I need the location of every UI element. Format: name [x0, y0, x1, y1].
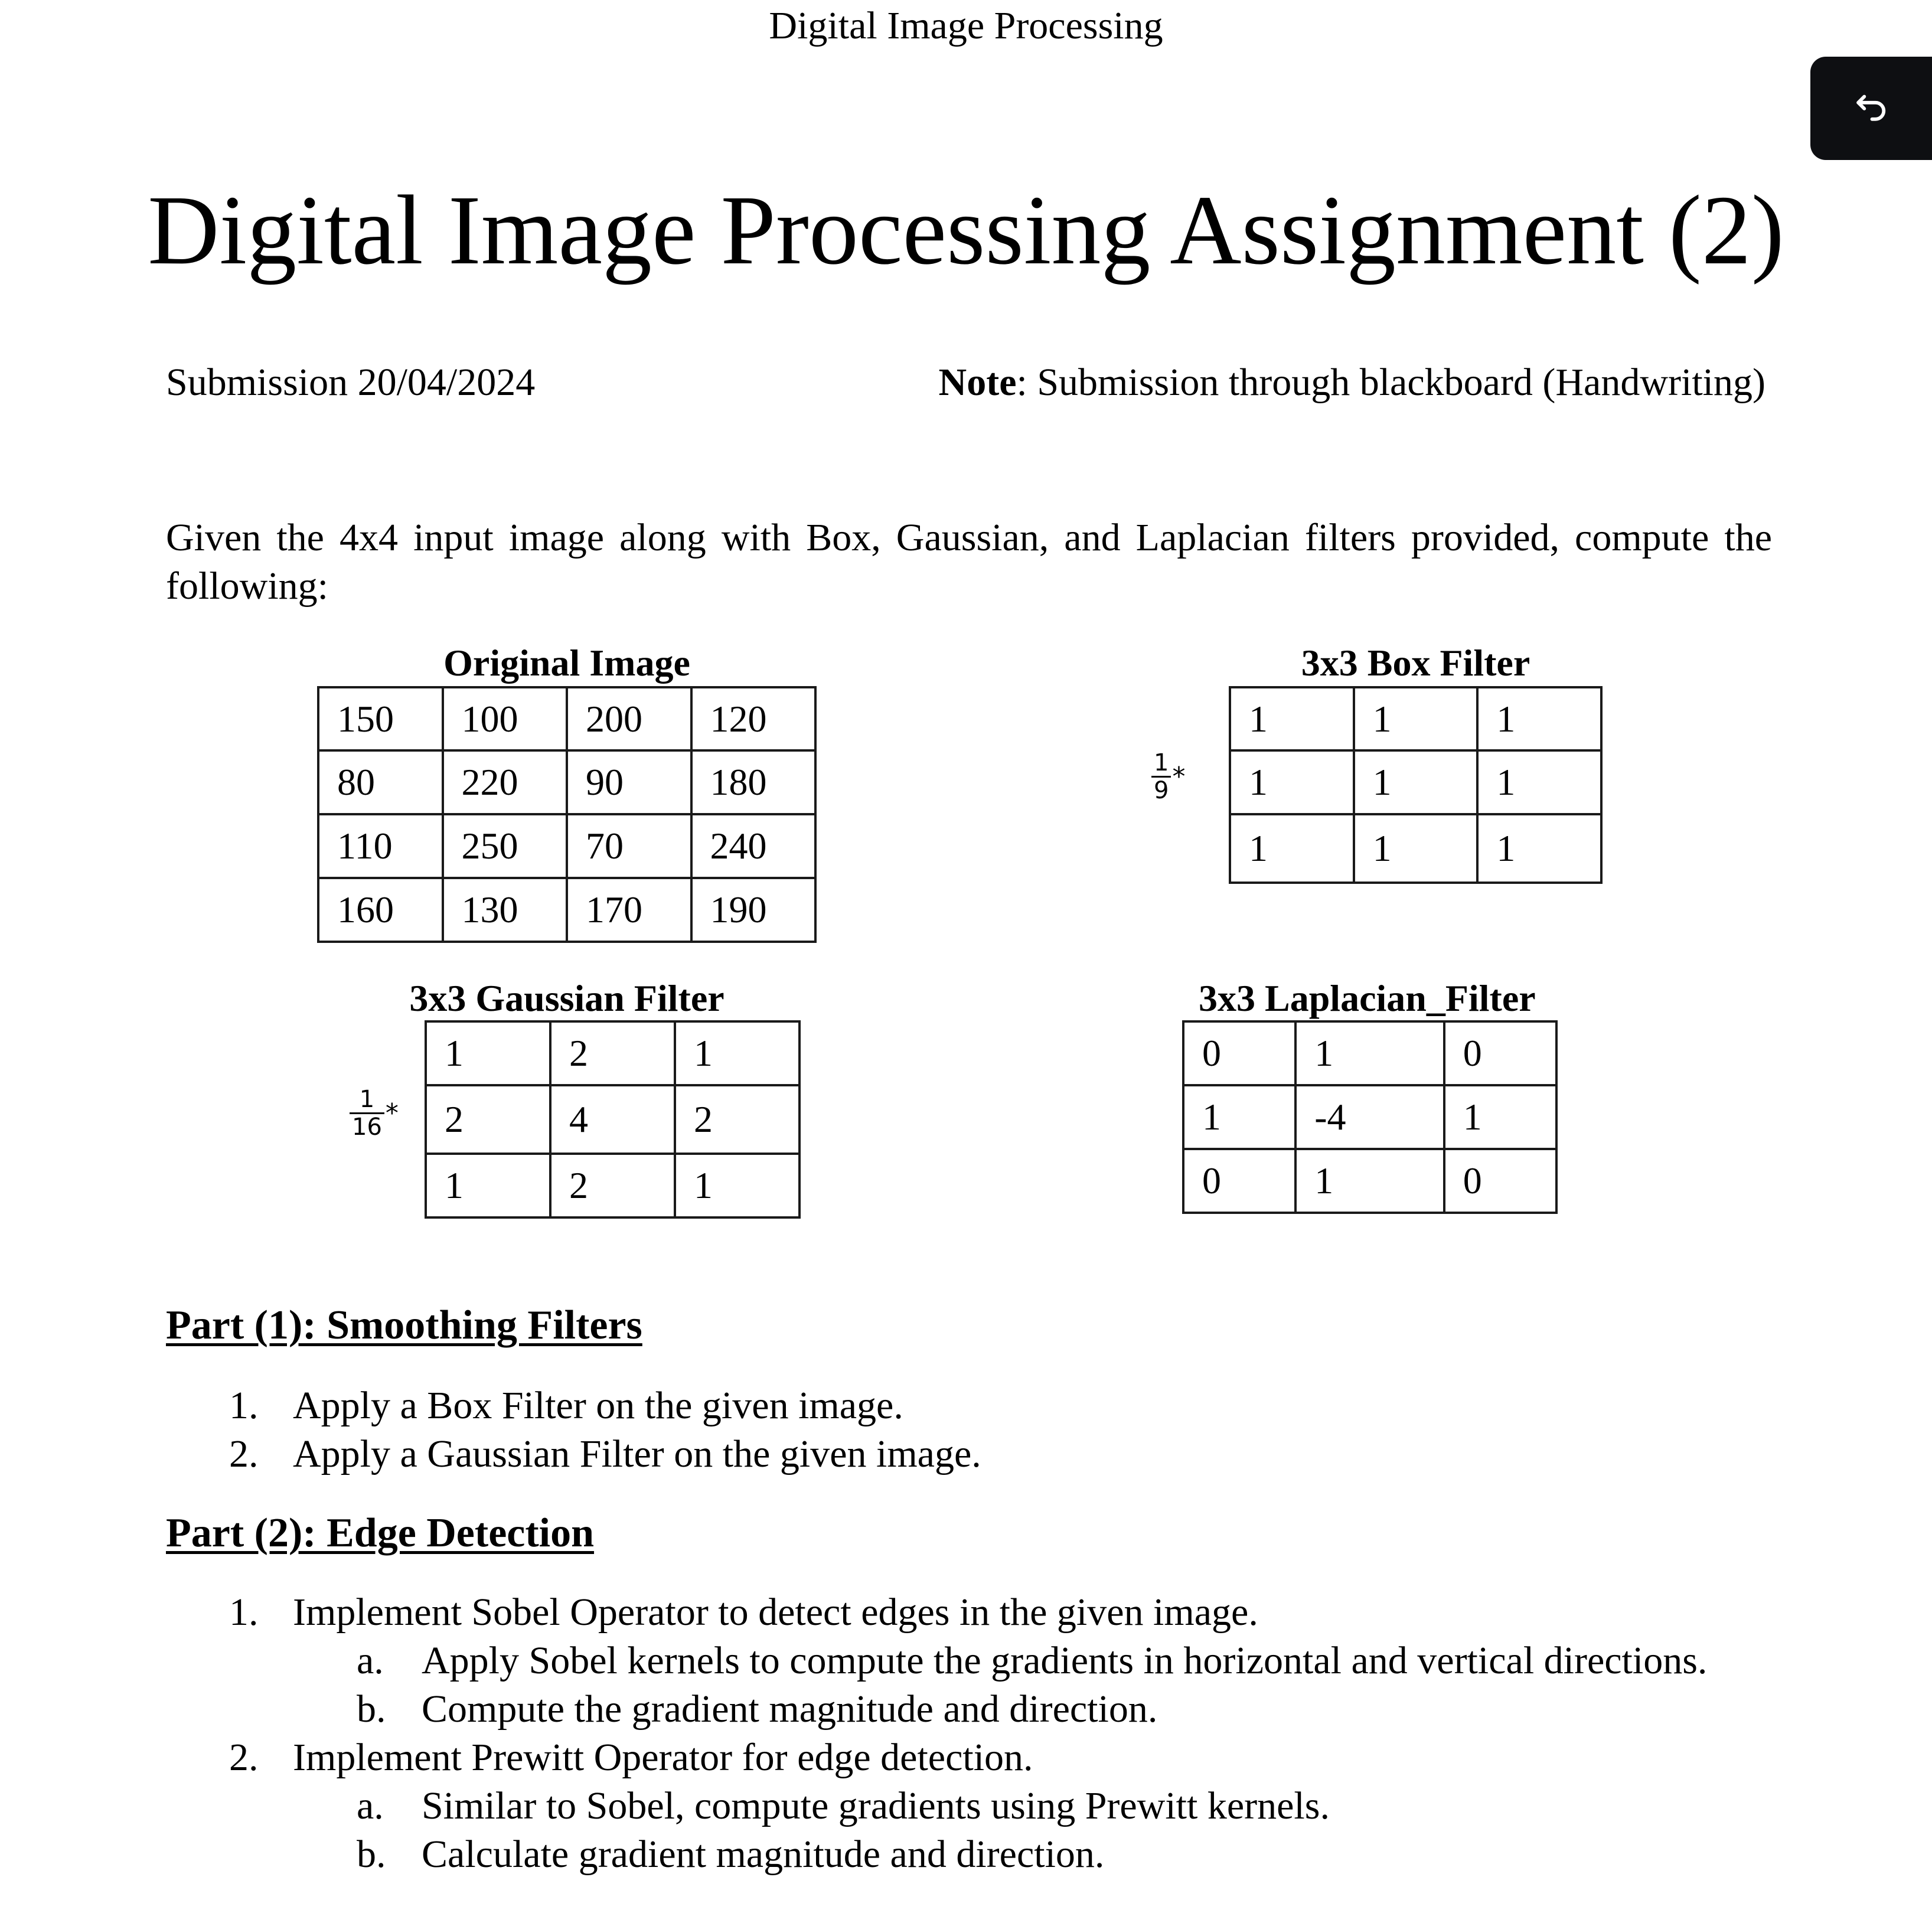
original-image-cell: 250: [443, 814, 567, 878]
list-marker: 1.: [229, 1384, 259, 1427]
gaussian-filter-cell: 2: [426, 1085, 550, 1154]
gaussian-filter-cell: 1: [426, 1154, 550, 1217]
original-image-cell: 80: [318, 750, 443, 814]
laplacian-filter-cell: 1: [1444, 1085, 1556, 1149]
gaussian-filter-row: [426, 1154, 799, 1217]
box-scale-operator: *: [1172, 761, 1186, 792]
laplacian-filter-cell: 0: [1183, 1021, 1295, 1085]
list-item-text: Apply Sobel kernels to compute the gradients in horizontal and vertical directions.: [422, 1639, 1708, 1682]
original-image-cell: 170: [567, 878, 691, 942]
laplacian-filter-caption: 3x3 Laplacian_Filter: [1199, 977, 1536, 1019]
gaussian-filter-row: [426, 1021, 799, 1085]
box-filter-table: [1229, 686, 1603, 884]
box-filter-cell: 1: [1230, 750, 1354, 814]
gaussian-scale-numerator: 1: [350, 1086, 384, 1114]
list-item-text: Implement Prewitt Operator for edge detection.: [293, 1736, 1033, 1779]
box-filter-scale: [1151, 750, 1185, 804]
laplacian-filter-cell: 0: [1444, 1021, 1556, 1085]
submission-note: [939, 359, 1765, 406]
running-header: Digital Image Processing: [769, 4, 1163, 47]
original-image-cell: 90: [567, 750, 691, 814]
gaussian-filter-caption: 3x3 Gaussian Filter: [409, 977, 724, 1019]
original-image-cell: 220: [443, 750, 567, 814]
original-image-row: [318, 687, 815, 750]
original-image-table: [317, 686, 817, 943]
box-filter-cell: 1: [1230, 687, 1354, 750]
gaussian-filter-cell: 2: [675, 1085, 799, 1154]
original-image-cell: 200: [567, 687, 691, 750]
intro-paragraph: Given the 4x4 input image along with Box, Gaussian, and Laplacian filters provided, compute the following:: [166, 516, 1772, 608]
original-image-cell: 120: [691, 687, 816, 750]
gaussian-filter-cell: 1: [426, 1021, 550, 1085]
laplacian-filter-table: [1182, 1020, 1558, 1214]
box-filter-row: [1230, 687, 1601, 750]
gaussian-filter-cell: 1: [675, 1021, 799, 1085]
box-filter-cell: 1: [1477, 687, 1601, 750]
list-marker: a.: [357, 1639, 384, 1682]
original-image-cell: 70: [567, 814, 691, 878]
list-item-text: Apply a Box Filter on the given image.: [293, 1384, 903, 1427]
list-marker: 1.: [229, 1591, 259, 1634]
original-image-cell: 100: [443, 687, 567, 750]
laplacian-filter-row: [1183, 1149, 1556, 1213]
list-marker: b.: [357, 1833, 386, 1876]
original-image-cell: 150: [318, 687, 443, 750]
original-image-cell: 110: [318, 814, 443, 878]
part2-heading: Part (2): Edge Detection: [166, 1510, 595, 1556]
list-marker: 2.: [229, 1432, 259, 1475]
laplacian-filter-cell: 0: [1444, 1149, 1556, 1213]
gaussian-filter-cell: 2: [550, 1154, 675, 1217]
laplacian-filter-row: [1183, 1021, 1556, 1085]
document-title: Digital Image Processing Assignment (2): [148, 175, 1784, 285]
list-marker: a.: [357, 1784, 384, 1827]
original-image-cell: 240: [691, 814, 816, 878]
laplacian-filter-cell: 1: [1295, 1149, 1444, 1213]
box-scale-numerator: 1: [1151, 750, 1171, 778]
gaussian-filter-cell: 2: [550, 1021, 675, 1085]
note-label: Note: [938, 361, 1017, 404]
box-filter-row: [1230, 814, 1601, 883]
original-image-row: [318, 878, 815, 942]
gaussian-filter-scale: [350, 1086, 399, 1140]
submission-date: Submission 20/04/2024: [166, 361, 536, 404]
gaussian-scale-denominator: 16: [352, 1114, 382, 1141]
box-filter-cell: 1: [1477, 814, 1601, 883]
note-text: : Submission through blackboard (Handwriting): [1016, 361, 1765, 404]
original-image-cell: 190: [691, 878, 816, 942]
original-image-caption: Original Image: [443, 642, 690, 684]
list-item-text: Compute the gradient magnitude and direction.: [422, 1687, 1158, 1731]
original-image-row: [318, 750, 815, 814]
part1-heading: Part (1): Smoothing Filters: [166, 1302, 642, 1348]
list-item-text: Similar to Sobel, compute gradients using Prewitt kernels.: [422, 1784, 1330, 1827]
box-filter-cell: 1: [1477, 750, 1601, 814]
original-image-row: [318, 814, 815, 878]
box-filter-row: [1230, 750, 1601, 814]
list-item-text: Implement Sobel Operator to detect edges in the given image.: [293, 1591, 1258, 1634]
laplacian-filter-cell: 1: [1183, 1085, 1295, 1149]
box-filter-caption: 3x3 Box Filter: [1301, 642, 1530, 684]
original-image-cell: 130: [443, 878, 567, 942]
gaussian-filter-cell: 1: [675, 1154, 799, 1217]
box-scale-denominator: 9: [1154, 777, 1169, 804]
list-marker: 2.: [229, 1736, 259, 1779]
list-item-text: Calculate gradient magnitude and direction.: [422, 1833, 1105, 1876]
box-filter-cell: 1: [1354, 687, 1478, 750]
undo-arrow-icon: [1851, 88, 1892, 129]
list-marker: b.: [357, 1687, 386, 1731]
gaussian-scale-operator: *: [385, 1098, 399, 1128]
original-image-cell: 180: [691, 750, 816, 814]
gaussian-filter-row: [426, 1085, 799, 1154]
laplacian-filter-row: [1183, 1085, 1556, 1149]
box-filter-cell: 1: [1354, 750, 1478, 814]
back-button[interactable]: [1810, 57, 1932, 160]
laplacian-filter-cell: 1: [1295, 1021, 1444, 1085]
list-item-text: Apply a Gaussian Filter on the given image.: [293, 1432, 981, 1475]
laplacian-filter-cell: -4: [1295, 1085, 1444, 1149]
original-image-cell: 160: [318, 878, 443, 942]
box-filter-cell: 1: [1230, 814, 1354, 883]
box-filter-cell: 1: [1354, 814, 1478, 883]
gaussian-filter-table: [425, 1020, 801, 1219]
gaussian-filter-cell: 4: [550, 1085, 675, 1154]
laplacian-filter-cell: 0: [1183, 1149, 1295, 1213]
